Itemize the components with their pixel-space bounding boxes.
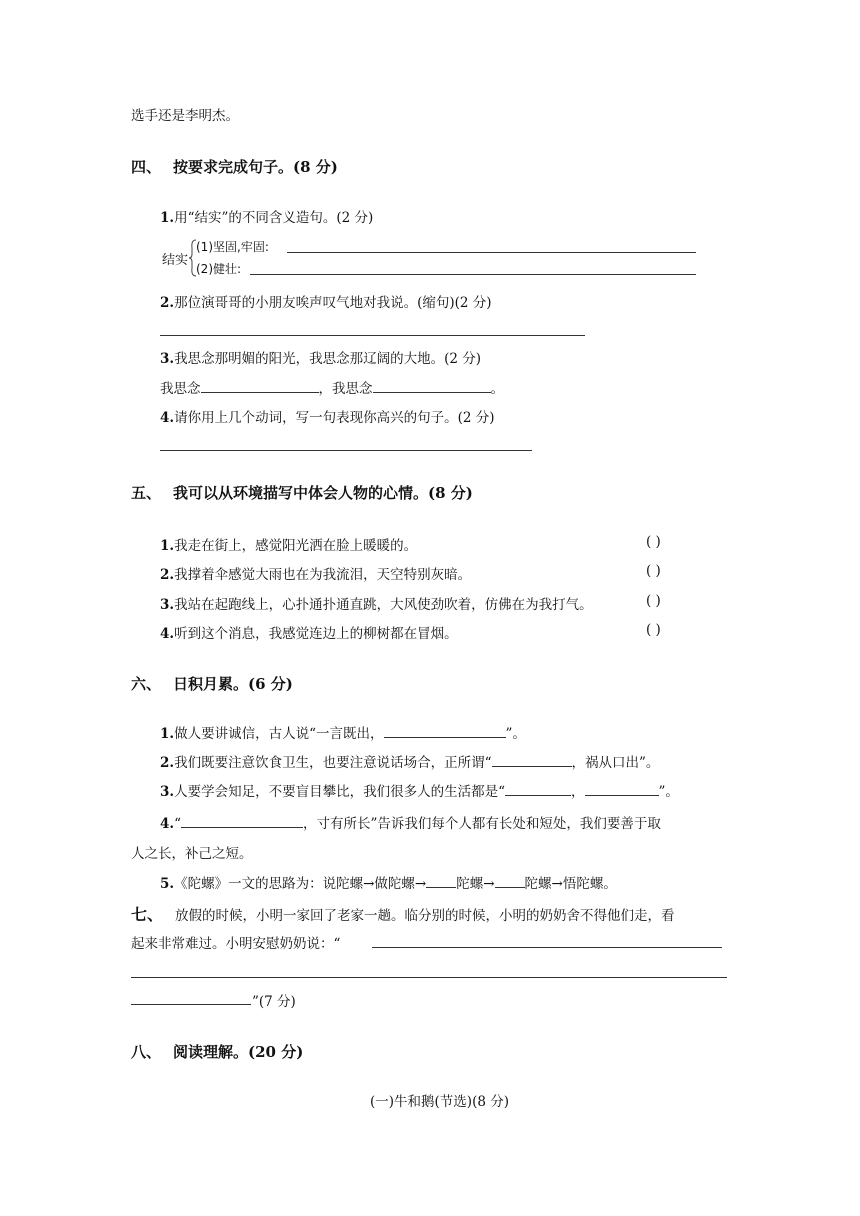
s6-q4-continuation: 人之长，补己之短。 [131,846,253,862]
section-5-number: 五、 [131,484,162,502]
section-5-heading [131,482,473,503]
answer-paren-s5-2[interactable]: ( ) [646,563,661,579]
answer-line-s4q1-2[interactable] [250,274,696,275]
answer-paren-s5-1[interactable]: ( ) [646,534,661,550]
blank-s6q4[interactable] [181,815,303,828]
s4-question-4: 4.请你用上几个动词，写一句表现你高兴的句子。(2 分) [160,410,495,426]
blank-s6q2[interactable] [492,754,572,767]
answer-line-s7-1[interactable] [372,947,722,948]
s5-item-4: 4.听到这个消息，我感觉连边上的柳树都在冒烟。 [160,626,458,642]
section-7-line-2: 起来非常难过。小明安慰奶奶说：“ [131,936,341,952]
section-4-number: 四、 [131,158,162,176]
reading-passage-title: (一)牛和鹅(节选)(8 分) [370,1094,509,1110]
s4-q4-text: 请你用上几个动词，写一句表现你高兴的句子。(2 分) [174,410,495,426]
section-4-title: 按要求完成句子。(8 分) [173,158,338,176]
section-7-end: ”(7 分) [252,994,296,1010]
brace-sub-1: (1)坚固,牢固: [196,240,269,254]
s5-item-2: 2.我撑着伞感觉大雨也在为我流泪，天空特别灰暗。 [160,567,472,583]
section-5-title: 我可以从环境描写中体会人物的心情。(8 分) [173,484,473,502]
s6-question-5: 5.《陀螺》一文的思路为：说陀螺→做陀螺→ 陀螺→ 陀螺→悟陀螺。 [160,876,617,892]
section-7-line-1: 七、 放假的时候，小明一家回了老家一趟。临分别的时候，小明的奶奶舍不得他们走，看 [131,905,675,924]
s5-item-1: 1.我走在街上，感觉阳光洒在脸上暖暖的。 [160,538,418,554]
section-7-number: 七、 [131,905,164,924]
blank-s4q3-2[interactable] [373,380,491,393]
s4-q3-fill-line: 我思念 ，我思念 。 [160,381,504,397]
s4-question-2: 2.那位演哥哥的小朋友唉声叹气地对我说。(缩句)(2 分) [160,295,492,311]
s5-item-3: 3.我站在起跑线上，心扑通扑通直跳，大风使劲吹着，仿佛在为我打气。 [160,597,593,613]
section-8-title: 阅读理解。(20 分) [173,1043,304,1061]
brace-word: 结实 [162,253,189,268]
answer-paren-s5-3[interactable]: ( ) [646,593,661,609]
s6-question-3: 3.人要学会知足，不要盲目攀比，我们很多人的生活都是“ ， ”。 [160,784,679,800]
answer-line-s4q1-1[interactable] [287,252,696,253]
s4-q1-text: 用“结实”的不同含义造句。(2 分) [174,210,374,226]
brace-sub-2: (2)健壮: [196,262,242,276]
section-6-title: 日积月累。(6 分) [173,675,293,693]
section-6-number: 六、 [131,675,162,693]
blank-s6q1[interactable] [384,725,506,738]
blank-s6q5-1[interactable] [426,875,456,888]
section-4-heading [131,156,338,177]
answer-line-s4q4[interactable] [160,450,532,451]
blank-s6q3-1[interactable] [505,783,571,796]
continued-text: 选手还是李明杰。 [131,108,239,124]
answer-line-s7-3[interactable] [131,1004,251,1005]
s4-q3-text: 我思念那明媚的阳光，我思念那辽阔的大地。(2 分) [174,351,482,367]
s4-question-1: 1.用“结实”的不同含义造句。(2 分) [160,210,374,226]
answer-line-s7-2[interactable] [131,977,727,978]
s6-question-4: 4.“ ，寸有所长”告诉我们每个人都有长处和短处，我们要善于取 [160,816,661,832]
blank-s6q5-2[interactable] [495,875,525,888]
answer-line-s4q2[interactable] [160,335,585,336]
section-8-heading [131,1041,303,1062]
answer-paren-s5-4[interactable]: ( ) [646,622,661,638]
s6-question-2: 2.我们既要注意饮食卫生，也要注意说话场合，正所谓“ ，祸从口出”。 [160,755,660,771]
blank-s6q3-2[interactable] [585,783,659,796]
s4-q2-text: 那位演哥哥的小朋友唉声叹气地对我说。(缩句)(2 分) [174,295,492,311]
section-8-number: 八、 [131,1043,162,1061]
blank-s4q3-1[interactable] [201,380,319,393]
s6-question-1: 1.做人要讲诚信，古人说“一言既出， ”。 [160,726,526,742]
section-6-heading [131,673,293,694]
s4-question-3: 3.我思念那明媚的阳光，我思念那辽阔的大地。(2 分) [160,351,482,367]
